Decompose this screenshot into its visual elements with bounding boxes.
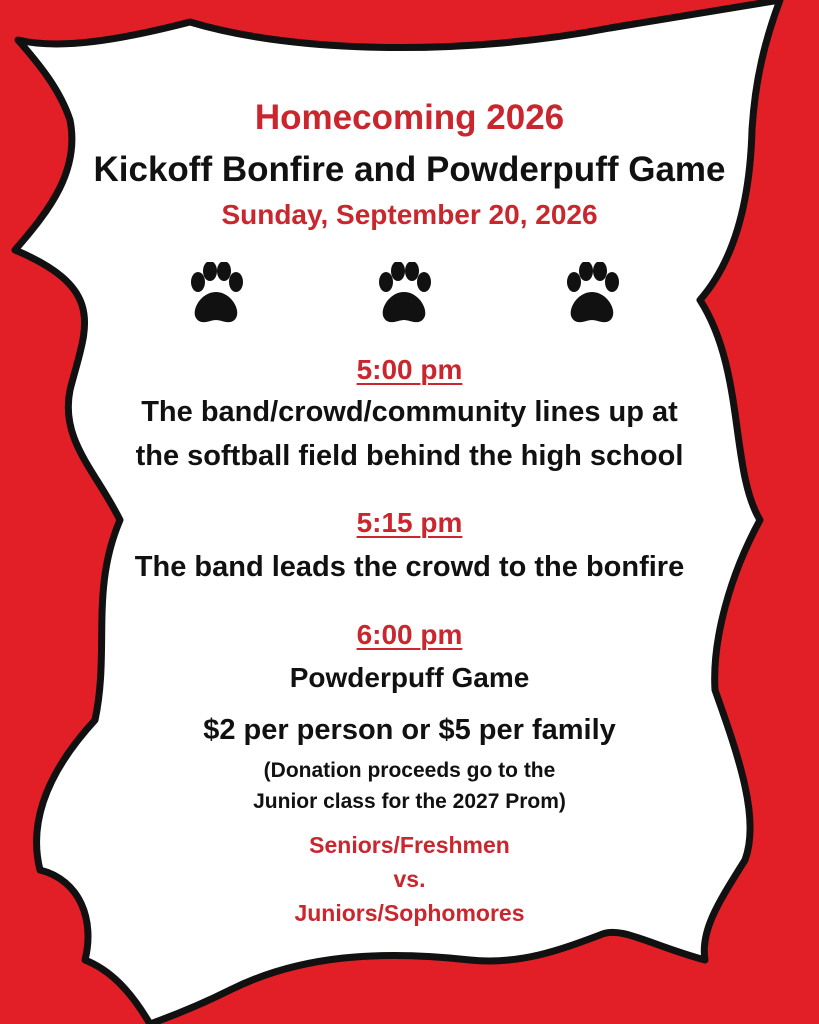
schedule-time-2: 5:15 pm bbox=[356, 507, 463, 538]
matchup-team-1: Seniors/Freshmen bbox=[309, 832, 510, 858]
paw-print-icon bbox=[374, 262, 434, 328]
donation-note-line-2: Junior class for the 2027 Prom) bbox=[253, 790, 566, 813]
donation-note-line-1: (Donation proceeds go to the bbox=[263, 759, 556, 782]
event-title: Homecoming 2026 bbox=[254, 98, 565, 137]
schedule-detail-1b: the softball field behind the high school bbox=[135, 440, 684, 472]
schedule-time-1: 5:00 pm bbox=[356, 354, 463, 385]
matchup-team-2: Juniors/Sophomores bbox=[294, 900, 525, 926]
schedule-detail-3: Powderpuff Game bbox=[289, 662, 530, 693]
event-subtitle: Kickoff Bonfire and Powderpuff Game bbox=[93, 150, 726, 189]
schedule-detail-2: The band leads the crowd to the bonfire bbox=[134, 551, 685, 583]
paw-row bbox=[0, 262, 819, 332]
paw-print-icon bbox=[562, 262, 622, 328]
schedule-detail-1a: The band/crowd/community lines up at bbox=[141, 396, 678, 428]
matchup-vs: vs. bbox=[393, 866, 426, 892]
admission-price: $2 per person or $5 per family bbox=[203, 714, 616, 746]
schedule-time-3: 6:00 pm bbox=[356, 619, 463, 650]
paw-print-icon bbox=[186, 262, 246, 328]
event-date: Sunday, September 20, 2026 bbox=[221, 199, 598, 230]
